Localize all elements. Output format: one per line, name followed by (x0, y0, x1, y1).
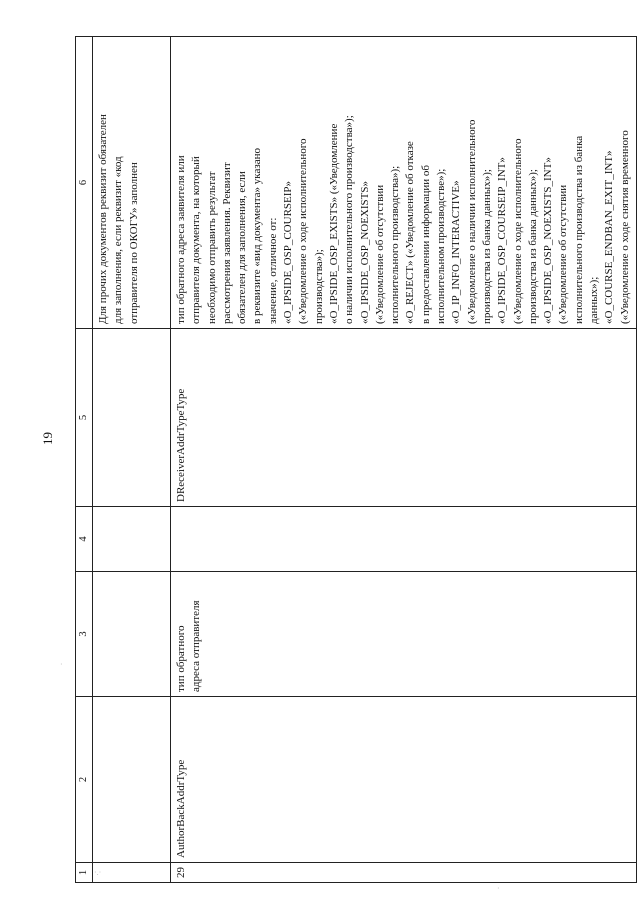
text-line: («Уведомление о наличии исполнительного (465, 119, 478, 324)
text-line: исполнительного производства из банка (572, 135, 585, 324)
previous-row-continuation (93, 37, 171, 883)
cell-empty (93, 572, 171, 697)
cell-empty (93, 697, 171, 863)
text-line: отправителя по ОКОГУ» заполнен (127, 162, 140, 324)
requisite-description (171, 572, 637, 697)
text-line: данных»); (588, 276, 601, 324)
text-line: производства из банка данных»); (480, 169, 493, 324)
text-line: «O_IP_INFO_INTERACTIVE» (450, 180, 463, 324)
header-cell: 3 (76, 572, 93, 697)
text-line: обязателен для заполнения, если (236, 171, 249, 324)
text-line: отправителя документа, на который (190, 156, 203, 324)
text-line: («Уведомление об отсутствии (373, 184, 386, 324)
cell-empty (93, 863, 171, 883)
text-line: исполнительном производстве»); (435, 168, 448, 324)
text-line: «O_REJECT» («Уведомление об отказе (404, 141, 417, 324)
text-line: «O_COURSE_ENDBAN_EXIT_INT» (603, 150, 616, 324)
text-line: «O_IPSIDE_OSP_COURSEIP_INT» (496, 157, 509, 324)
requisite-notes (171, 37, 637, 329)
header-cell: 2 (76, 697, 93, 863)
page-number: 19 (40, 432, 55, 445)
header-cell: 4 (76, 507, 93, 572)
text-line: в предоставлении информации об (419, 165, 432, 324)
cell-empty (93, 329, 171, 507)
text-line: тип обратного (175, 625, 187, 692)
header-row (76, 37, 93, 883)
text-line: о наличии исполнительного производства»); (343, 115, 356, 324)
scan-speck: · (497, 884, 500, 893)
text-line: исполнительного производства»); (389, 165, 402, 324)
table-row (171, 37, 637, 883)
text-line: адреса отправителя (190, 600, 203, 692)
text-line: производства из банка данных»); (526, 169, 539, 324)
header-cell: 1 (76, 863, 93, 883)
text-line: «O_IPSIDE_OSP_EXISTS» («Уведомление (327, 123, 340, 324)
text-line: («Уведомление о ходе исполнительного (297, 138, 310, 324)
text-line: «O_IPSIDE_OSP_COURSEIP» (282, 180, 295, 324)
text-line: «O_IPSIDE_OSP_NOEXISTS_INT» (542, 157, 555, 324)
text-line: значение, отличное от: (266, 217, 279, 324)
requisite-col4 (171, 507, 637, 572)
text-line: в реквизите «вид документа» указано (251, 148, 264, 324)
row-number: 29 (171, 863, 637, 883)
requisite-name: AuthorBackAddrType (171, 697, 637, 863)
requisites-table (75, 36, 637, 883)
text-line: «O_IPSIDE_OSP_NOEXISTS» (358, 180, 371, 324)
text-line: («Уведомление о ходе исполнительного (511, 138, 524, 324)
text-line: («Уведомление о ходе снятия временного (618, 130, 631, 324)
text-line: Для прочих документов реквизит обязателен (97, 114, 109, 324)
text-line: для заполнения, если реквизит «код (112, 156, 125, 324)
text-line: производства»); (312, 249, 325, 324)
header-cell: 6 (76, 37, 93, 329)
text-line: тип обратного адреса заявителя или (175, 155, 187, 324)
requisite-type: DReceiverAddrTypeType (171, 329, 637, 507)
previous-row-description (93, 37, 171, 329)
scan-speck: · (60, 660, 63, 669)
rotated-table-area (75, 37, 631, 883)
text-line: («Уведомление об отсутствии (557, 184, 570, 324)
scan-speck: ·.· (94, 868, 102, 877)
header-cell: 5 (76, 329, 93, 507)
text-line: необходимо отправить результат (205, 171, 218, 324)
cell-empty (93, 507, 171, 572)
text-line: рассмотрения заявления. Реквизит (220, 162, 233, 324)
